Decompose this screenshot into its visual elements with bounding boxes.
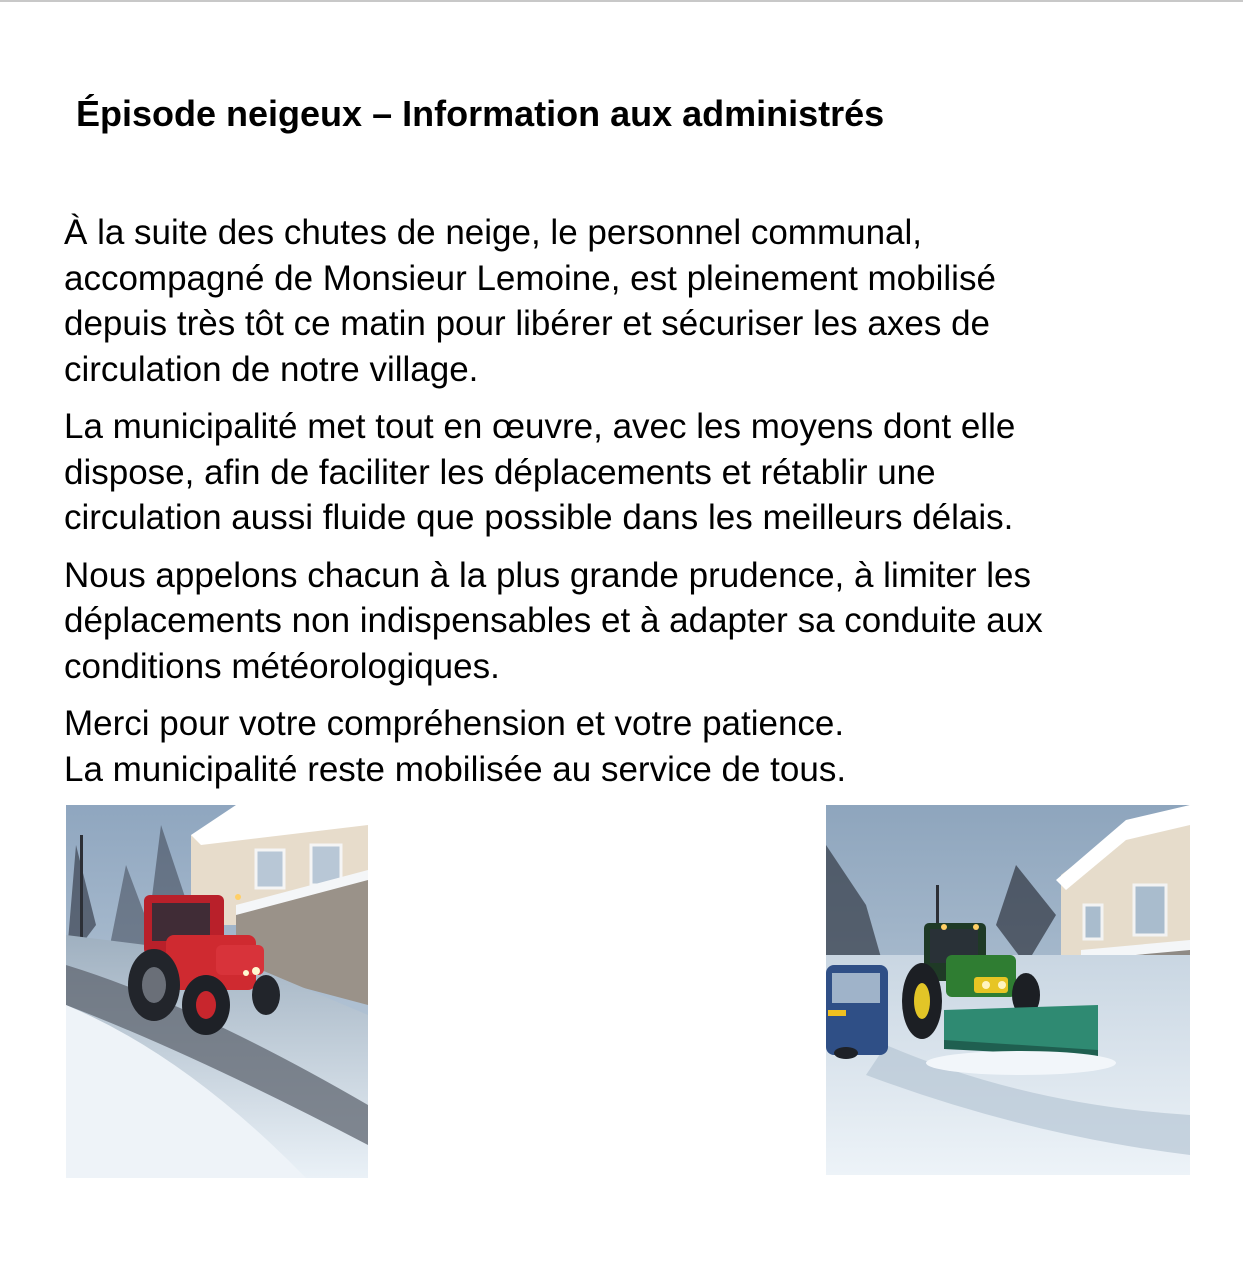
text-line: Merci pour votre compréhension et votre patience. bbox=[64, 704, 845, 743]
top-border bbox=[0, 0, 1243, 2]
text-line: À la suite des chutes de neige, le personnel communal, bbox=[64, 213, 923, 252]
red-tractor-image bbox=[66, 805, 368, 1178]
paragraph bbox=[64, 553, 1214, 690]
text-line: circulation aussi fluide que possible dans les meilleurs délais. bbox=[64, 498, 1014, 537]
green-tractor-photo bbox=[826, 805, 1190, 1175]
text-line: La municipalité reste mobilisée au service de tous. bbox=[64, 749, 847, 789]
text-line: circulation de notre village. bbox=[64, 349, 479, 389]
text-line: accompagné de Monsieur Lemoine, est pleinement mobilisé bbox=[64, 258, 996, 298]
green-tractor-image bbox=[826, 805, 1190, 1175]
text-line: déplacements non indispensables et à adapter sa conduite aux bbox=[64, 601, 1043, 640]
text-line: conditions météorologiques. bbox=[64, 646, 500, 686]
text-line: Nous appelons chacun à la plus grande prudence, à limiter les bbox=[64, 555, 1031, 595]
paragraph bbox=[64, 701, 1214, 792]
paragraph bbox=[64, 404, 1214, 541]
red-tractor-photo bbox=[66, 805, 368, 1178]
text-line: dispose, afin de faciliter les déplacements et rétablir une bbox=[64, 452, 936, 492]
article-body bbox=[64, 210, 1214, 804]
page-title: Épisode neigeux – Information aux administrés bbox=[76, 93, 885, 134]
text-line: depuis très tôt ce matin pour libérer et sécuriser les axes de bbox=[64, 304, 990, 343]
text-line: La municipalité met tout en œuvre, avec les moyens dont elle bbox=[64, 407, 1016, 446]
paragraph bbox=[64, 210, 1214, 392]
